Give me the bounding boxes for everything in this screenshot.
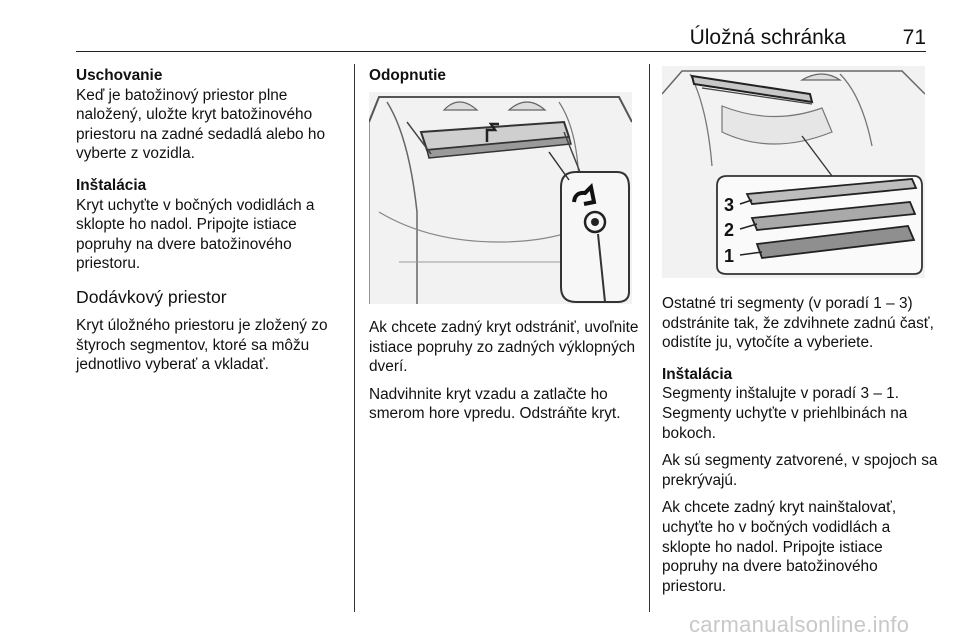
storage-block (76, 66, 346, 164)
column-1 (76, 66, 346, 375)
column-2-text (369, 318, 641, 432)
figure-cover-removal (369, 92, 632, 304)
watermark: carmanualsonline.info (689, 612, 910, 637)
removal-p2: Nadvihnite kryt vzadu a zatlačte ho smerom hore vpredu. Odstráňte kryt. (369, 385, 621, 423)
page-header (76, 26, 926, 52)
removal-heading: Odopnutie (369, 67, 446, 84)
column-2 (369, 66, 641, 86)
storage-heading: Uschovanie (76, 67, 163, 84)
storage-text: Keď je batožinový priestor plne naložený, uložte kryt batožinového priestoru na zadné sedadlá alebo ho vyberte z vozidla. (76, 86, 326, 163)
figure-segments (662, 66, 925, 278)
segments-illustration (662, 66, 925, 278)
installation-block (76, 176, 346, 274)
installation-heading: Inštalácia (76, 176, 147, 194)
segment-label-3: 3 (724, 195, 735, 215)
removal-p1: Ak chcete zadný kryt odstrániť, uvoľnite istiace popruhy zo zadných výklopných dverí. (369, 319, 639, 376)
section-heading: Dodávkový priestor (76, 286, 227, 307)
page-number: 71 (902, 26, 926, 49)
segments-install-text: Segmenty inštalujte v poradí 3 – 1. Segmenty uchyťte v priehlbinách na bokoch. (662, 385, 908, 442)
column-divider-2 (649, 64, 650, 612)
cover-removal-illustration (369, 92, 632, 304)
cover-install-text: Ak chcete zadný kryt nainštalovať, uchyťte ho v bočných vodidlách a sklopte ho nadol. Pripojte istiace popruhy na dvere batožinového priestoru. (662, 499, 897, 595)
segment-label-2: 2 (724, 220, 735, 240)
header-rule (76, 51, 926, 52)
segment-label-1: 1 (724, 246, 735, 266)
segments-install-heading: Inštalácia (662, 365, 733, 383)
column-3 (662, 294, 938, 604)
column-divider-1 (354, 64, 355, 612)
installation-text: Kryt uchyťte v bočných vodidlách a sklopte ho nadol. Pripojte istiace popruhy na dvere batožinového priestoru. (76, 196, 315, 273)
header-title: Úložná schránka (689, 26, 846, 49)
segments-overlap-text: Ak sú segmenty zatvorené, v spojoch sa prekrývajú. (662, 452, 938, 489)
section-text: Kryt úložného priestoru je zložený zo štyroch segmentov, ktoré sa môžu jednotlivo vyberať a vkladať. (76, 316, 328, 374)
segments-removal-text: Ostatné tri segmenty (v poradí 1 – 3) odstránite tak, že zdvihnete zadnú časť, odistíte ju, vytočíte a vyberiete. (662, 295, 934, 352)
